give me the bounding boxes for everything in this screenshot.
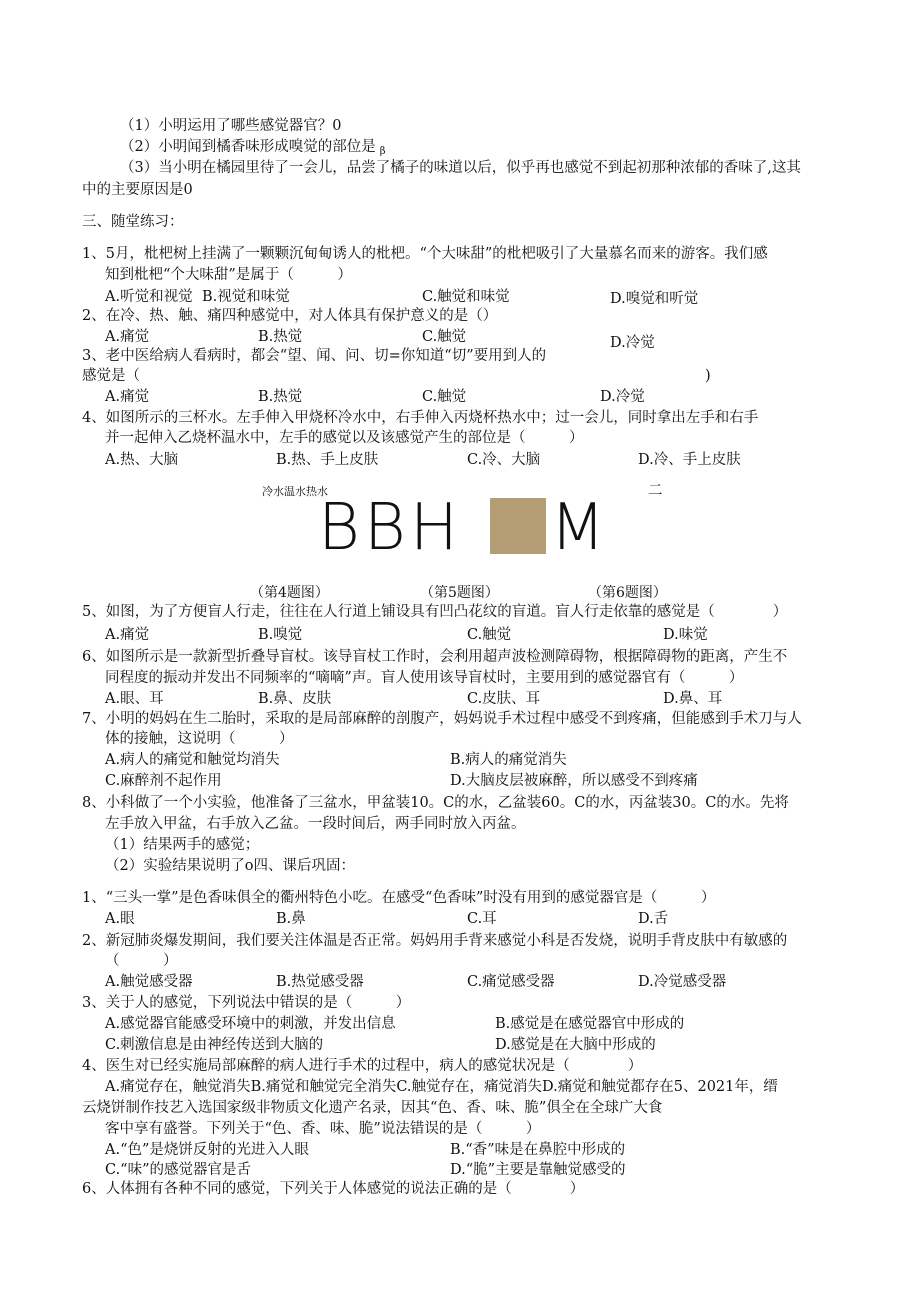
option-c: C.触觉 [422,389,467,405]
option-b: B.热、手上皮肤 [276,452,379,468]
option-a: A.病人的痛觉和触觉均消失 [105,752,280,768]
question-stem: 3、老中医给病人看病时，都会“望、闻、问、切=你知道“切”要用到人的 [82,348,547,364]
option-d: D.感觉是在大脑中形成的 [495,1037,656,1053]
question-stem: 左手放入甲盆，右手放入乙盆。一段时间后，两手同时放入丙盆。 [105,816,526,832]
option-b: B.热觉 [258,329,303,345]
stray-mark: β [379,146,386,157]
option-a: A.触觉感受器 [105,974,193,990]
question-stem: 4、如图所示的三杯水。左手伸入甲烧杯冷水中，右手伸入丙烧杯热水中；过一会儿，同时拿出左手和右手 [82,410,759,426]
question-stem: （ ） [105,953,178,969]
question-stem: 5、如图，为了方便盲人行走，往往在人行道上铺设具有凹凸花纹的盲道。盲人行走依靠的感觉是（ ） [82,604,788,620]
option-c: C.触觉 [467,627,512,643]
question-stem: 同程度的振动并发出不同频率的“嘀嘀”声。盲人使用该导盲杖时，主要用到的感觉器官有（ ） [105,670,744,686]
question-line: 中的主要原因是0 [82,182,193,198]
option-a: A.痛觉 [105,627,150,643]
sub-question: （1）结果两手的感觉； [105,837,260,853]
option-d: D.“脆”主要是靠触觉感受的 [450,1162,626,1178]
option-c: C.耳 [467,911,497,927]
option-c: C.触觉 [422,329,467,345]
option-b: B.嗅觉 [258,627,303,643]
option-c: C.刺激信息是由神经传送到大脑的 [105,1037,324,1053]
option-d: D.冷觉感受器 [638,974,727,990]
figure-letter-m: M [550,491,610,565]
option-b: B.病人的痛觉消失 [450,752,567,768]
option-d: D.舌 [638,911,669,927]
question-stem: 3、关于人的感觉，下列说法中错误的是（ ） [82,995,411,1011]
question-stem: 客中享有盛誉。下列关于“色、香、味、脆”说法错误的是（ ） [105,1121,541,1137]
option-b: B.热觉感受器 [276,974,364,990]
question-stem: 体的接触，这说明（ ） [105,731,294,747]
question-line: （1）小明运用了哪些感觉器官？0 [120,118,342,134]
option-b: B.鼻 [276,911,306,927]
option-a: A.眼 [105,911,135,927]
figure-label: 冷水温水热水 [262,485,328,498]
option-b: B.鼻、皮肤 [258,691,332,707]
question-stem: 6、如图所示是一款新型折叠导盲杖。该导盲杖工作时，会利用超声波检测障碍物，根据障碍物的距离，产生不 [82,649,788,665]
figure-caption: （第5题图） [420,585,499,601]
option-a: A.“色”是烧饼反射的光进入人眼 [105,1142,309,1158]
option-d: D.嗅觉和听觉 [610,291,699,307]
question-stem: 4、医生对已经实施局部麻醉的病人进行手术的过程中，病人的感觉状况是（ ） [82,1058,643,1074]
option-d: D.鼻、耳 [663,691,723,707]
question-stem: 知到枇杷“个大味甜”是属于（ ） [105,267,352,283]
question-stem: 并一起伸入乙烧杯温水中，左手的感觉以及该感觉产生的部位是（ ） [105,430,584,446]
option-d: D.味觉 [663,627,708,643]
option-a: A.听觉和视觉 [105,289,193,305]
option-c: C.痛觉感受器 [467,974,555,990]
sub-question: （2）实验结果说明了o四、课后巩固： [105,858,355,874]
option-a: A.热、大脑 [105,452,179,468]
option-a: A.痛觉 [105,329,150,345]
option-line: A.痛觉存在，触觉消失B.痛觉和触觉完全消失C.触觉存在，痛觉消失D.痛觉和触觉都存在5、2021年，缙 [105,1079,778,1095]
option-d: D.大脑皮层被麻醉，所以感受不到疼痛 [450,773,698,789]
option-a: A.眼、耳 [105,691,164,707]
question-stem: 2、新冠肺炎爆发期间，我们要关注体温是否正常。妈妈用手背来感觉小科是否发烧，说明手背皮肤中有敏感的 [82,933,788,949]
option-a: A.痛觉 [105,389,150,405]
option-a: A.感觉器官能感受环境中的刺激，并发出信息 [105,1016,396,1032]
option-d: D.冷觉 [610,335,655,351]
figure-corner-mark: 二 [648,483,663,499]
option-b: B.热觉 [258,389,303,405]
option-d: D.冷觉 [600,389,645,405]
question-stem: 7、小明的妈妈在生二胎时，采取的是局部麻醉的剖腹产，妈妈说手术过程中感受不到疼痛，但能感到手术刀与人 [82,711,802,727]
question-stem: 云烧饼制作技艺入选国家级非物质文化遗产名录，因其“色、香、味、脆”俱全在全球广大食 [82,1100,663,1116]
option-c: C.冷、大脑 [467,452,541,468]
section-title: 三、随堂练习： [82,214,184,230]
option-b: B.视觉和味觉 [202,289,290,305]
figure-caption: （第6题图） [588,585,667,601]
question-text: （2）小明闻到橘香味形成嗅觉的部位是 [120,139,376,155]
question-line [120,138,386,161]
question-stem: 1、5月，枇杷树上挂满了一颗颗沉甸甸诱人的枇杷。“个大味甜”的枇杷吸引了大量慕名而来的游客。我们感 [82,246,768,262]
question-stem: 1、“三头一掌”是色香味俱全的衢州特色小吃。在感受“色香味”时没有用到的感觉器官是（ ） [82,890,716,906]
bracket-close: ) [705,368,711,384]
option-b: B.感觉是在感觉器官中形成的 [495,1016,685,1032]
question-stem: 感觉是（ [82,368,140,384]
figure-caption: （第4题图） [250,585,329,601]
option-c: C.皮肤、耳 [467,691,541,707]
question-stem: 6、人体拥有各种不同的感觉，下列关于人体感觉的说法正确的是（ ） [82,1181,585,1197]
option-c: C.触觉和味觉 [422,289,510,305]
option-b: B.“香”味是在鼻腔中形成的 [450,1142,626,1158]
option-d: D.冷、手上皮肤 [638,452,741,468]
option-c: C.“味”的感觉器官是舌 [105,1162,252,1178]
figure-letters: BBH [318,491,462,565]
option-c: C.麻醉剂不起作用 [105,773,222,789]
figure-color-block [490,498,546,554]
question-stem: 8、小科做了一个小实验，他准备了三盆水，甲盆装10。C的水，乙盆装60。C的水，丙盆装30。C的水。先将 [82,795,789,811]
question-stem: 2、在冷、热、触、痛四种感觉中，对人体具有保护意义的是（） [82,308,498,324]
question-line: （3）当小明在橘园里待了一会儿，品尝了橘子的味道以后，似乎再也感觉不到起初那种浓郁的香味了,这其 [120,160,801,176]
